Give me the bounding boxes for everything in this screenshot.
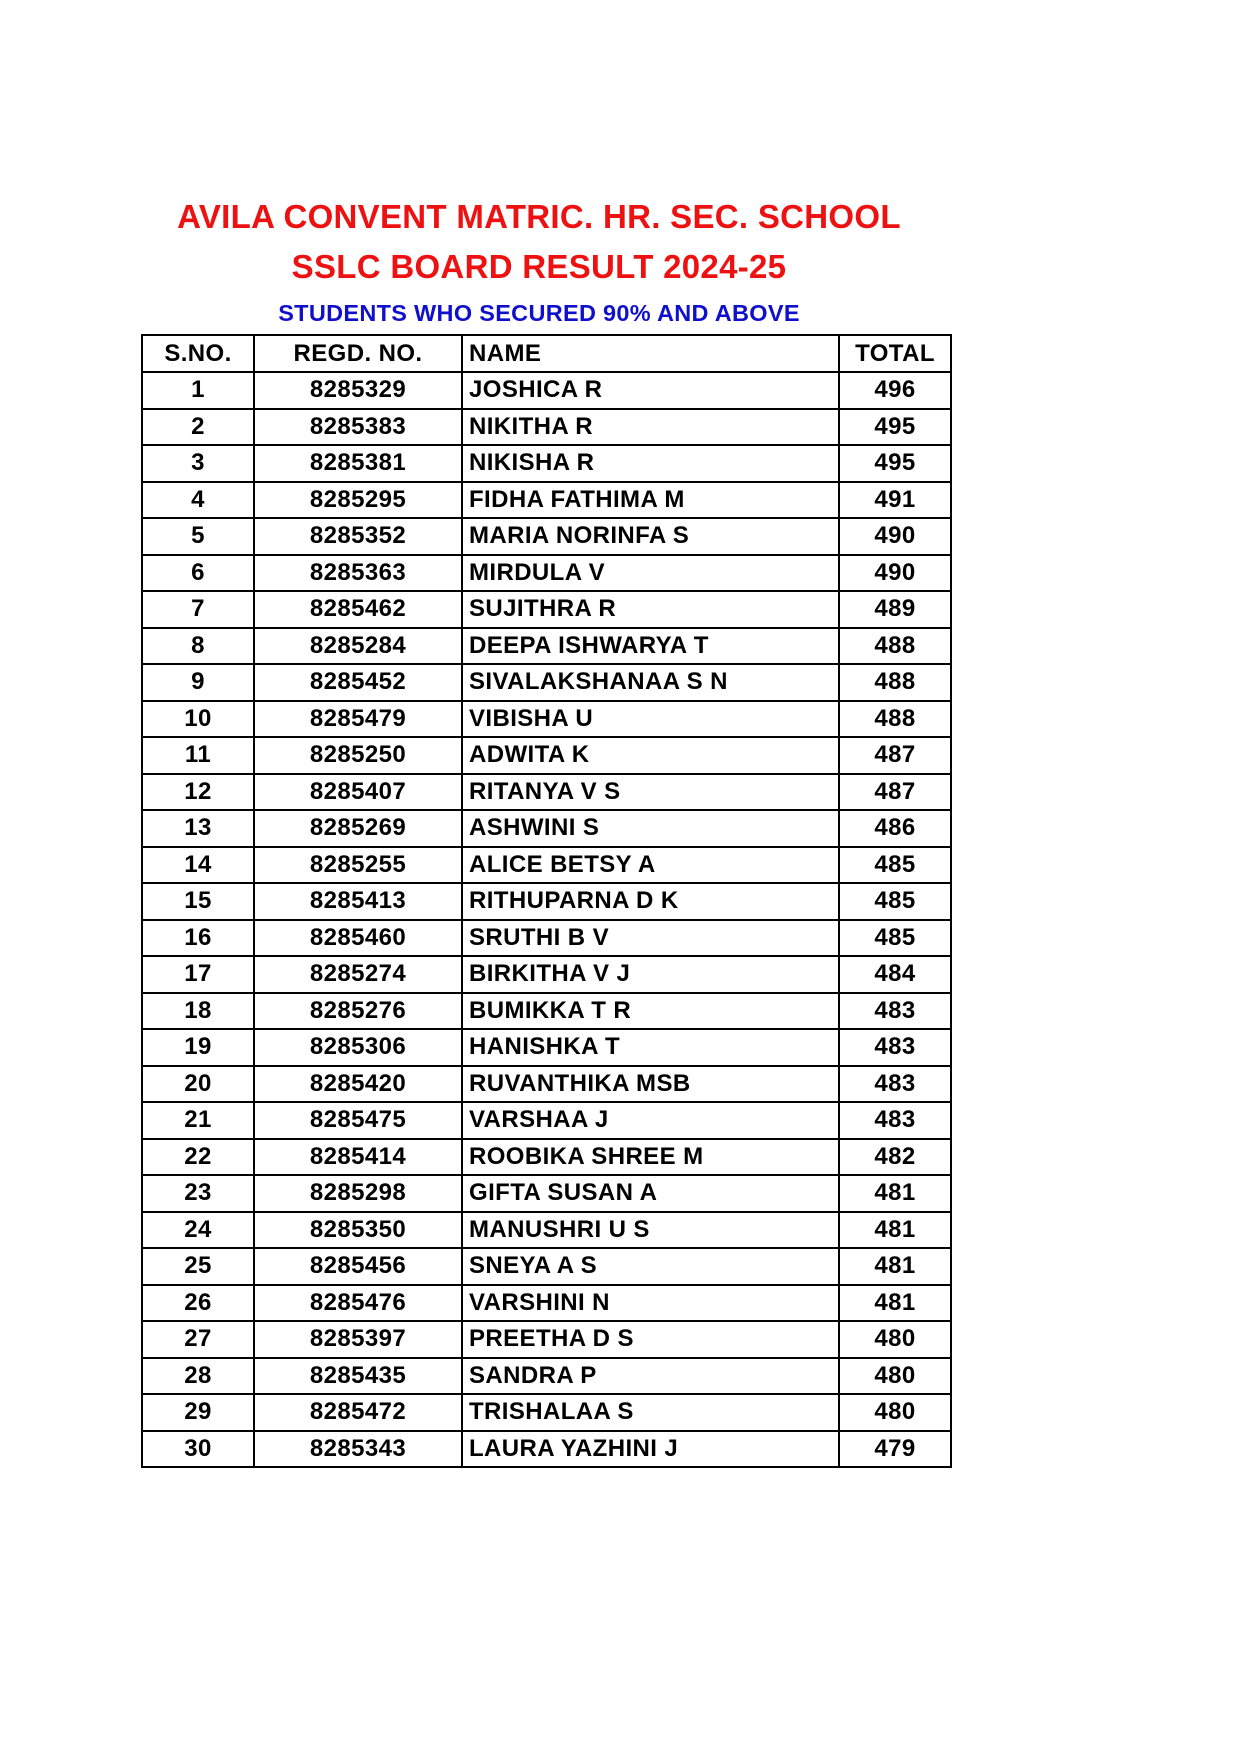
cell-name: HANISHKA T — [462, 1029, 839, 1066]
cell-sno: 1 — [142, 372, 254, 409]
cell-total: 479 — [839, 1431, 951, 1468]
cell-name: LAURA YAZHINI J — [462, 1431, 839, 1468]
cell-total: 490 — [839, 555, 951, 592]
table-row — [142, 920, 951, 957]
cell-sno: 18 — [142, 993, 254, 1030]
cell-name: BUMIKKA T R — [462, 993, 839, 1030]
cell-sno: 5 — [142, 518, 254, 555]
table-row — [142, 1248, 951, 1285]
cell-regd-no: 8285295 — [254, 482, 462, 519]
cell-name: BIRKITHA V J — [462, 956, 839, 993]
table-row — [142, 1358, 951, 1395]
cell-regd-no: 8285298 — [254, 1175, 462, 1212]
cell-name: MARIA NORINFA S — [462, 518, 839, 555]
table-row — [142, 883, 951, 920]
cell-name: ROOBIKA SHREE M — [462, 1139, 839, 1176]
cell-total: 483 — [839, 1102, 951, 1139]
table-row — [142, 482, 951, 519]
cell-sno: 21 — [142, 1102, 254, 1139]
cell-total: 485 — [839, 883, 951, 920]
table-row — [142, 445, 951, 482]
table-row — [142, 956, 951, 993]
cell-regd-no: 8285397 — [254, 1321, 462, 1358]
table-row — [142, 1066, 951, 1103]
header-regd-no: REGD. NO. — [254, 335, 462, 372]
cell-total: 489 — [839, 591, 951, 628]
cell-total: 481 — [839, 1285, 951, 1322]
table-row — [142, 409, 951, 446]
table-row — [142, 1139, 951, 1176]
cell-sno: 14 — [142, 847, 254, 884]
cell-regd-no: 8285250 — [254, 737, 462, 774]
table-row — [142, 664, 951, 701]
cell-total: 490 — [839, 518, 951, 555]
cell-sno: 11 — [142, 737, 254, 774]
cell-regd-no: 8285274 — [254, 956, 462, 993]
cell-name: JOSHICA R — [462, 372, 839, 409]
cell-total: 488 — [839, 628, 951, 665]
cell-total: 480 — [839, 1321, 951, 1358]
cell-sno: 10 — [142, 701, 254, 738]
table-row — [142, 810, 951, 847]
cell-regd-no: 8285363 — [254, 555, 462, 592]
cell-total: 491 — [839, 482, 951, 519]
cell-total: 487 — [839, 737, 951, 774]
cell-name: FIDHA FATHIMA M — [462, 482, 839, 519]
cell-name: MIRDULA V — [462, 555, 839, 592]
cell-regd-no: 8285472 — [254, 1394, 462, 1431]
cell-total: 483 — [839, 993, 951, 1030]
cell-name: NIKITHA R — [462, 409, 839, 446]
cell-regd-no: 8285456 — [254, 1248, 462, 1285]
cell-name: SANDRA P — [462, 1358, 839, 1395]
cell-total: 486 — [839, 810, 951, 847]
cell-sno: 30 — [142, 1431, 254, 1468]
cell-regd-no: 8285476 — [254, 1285, 462, 1322]
school-name: AVILA CONVENT MATRIC. HR. SEC. SCHOOL — [177, 198, 901, 235]
cell-total: 487 — [839, 774, 951, 811]
results-table — [141, 334, 952, 1468]
cell-total: 496 — [839, 372, 951, 409]
cell-name: NIKISHA R — [462, 445, 839, 482]
cell-regd-no: 8285306 — [254, 1029, 462, 1066]
cell-name: VARSHAA J — [462, 1102, 839, 1139]
cell-sno: 24 — [142, 1212, 254, 1249]
cell-sno: 28 — [142, 1358, 254, 1395]
table-row — [142, 628, 951, 665]
cell-total: 482 — [839, 1139, 951, 1176]
cell-total: 480 — [839, 1394, 951, 1431]
cell-total: 481 — [839, 1175, 951, 1212]
table-row — [142, 1321, 951, 1358]
cell-total: 495 — [839, 409, 951, 446]
cell-name: ADWITA K — [462, 737, 839, 774]
header-row — [142, 335, 951, 372]
cell-regd-no: 8285350 — [254, 1212, 462, 1249]
cell-sno: 3 — [142, 445, 254, 482]
table-row — [142, 774, 951, 811]
cell-name: ALICE BETSY A — [462, 847, 839, 884]
cell-name: RITANYA V S — [462, 774, 839, 811]
cell-name: RITHUPARNA D K — [462, 883, 839, 920]
cell-name: ASHWINI S — [462, 810, 839, 847]
table-row — [142, 1431, 951, 1468]
cell-sno: 4 — [142, 482, 254, 519]
cell-regd-no: 8285352 — [254, 518, 462, 555]
cell-sno: 22 — [142, 1139, 254, 1176]
cell-name: SRUTHI B V — [462, 920, 839, 957]
cell-total: 495 — [839, 445, 951, 482]
cell-regd-no: 8285435 — [254, 1358, 462, 1395]
cell-total: 483 — [839, 1029, 951, 1066]
cell-total: 481 — [839, 1212, 951, 1249]
cell-name: GIFTA SUSAN A — [462, 1175, 839, 1212]
cell-total: 485 — [839, 920, 951, 957]
header-name: NAME — [462, 335, 839, 372]
table-row — [142, 1102, 951, 1139]
cell-name: SNEYA A S — [462, 1248, 839, 1285]
cell-total: 480 — [839, 1358, 951, 1395]
cell-sno: 7 — [142, 591, 254, 628]
table-row — [142, 1394, 951, 1431]
cell-sno: 2 — [142, 409, 254, 446]
cell-sno: 9 — [142, 664, 254, 701]
cell-regd-no: 8285255 — [254, 847, 462, 884]
cell-sno: 20 — [142, 1066, 254, 1103]
cell-regd-no: 8285329 — [254, 372, 462, 409]
cell-regd-no: 8285343 — [254, 1431, 462, 1468]
cell-regd-no: 8285452 — [254, 664, 462, 701]
cell-total: 485 — [839, 847, 951, 884]
cell-sno: 8 — [142, 628, 254, 665]
cell-sno: 23 — [142, 1175, 254, 1212]
cell-total: 488 — [839, 701, 951, 738]
cell-name: VIBISHA U — [462, 701, 839, 738]
cell-regd-no: 8285407 — [254, 774, 462, 811]
cell-regd-no: 8285414 — [254, 1139, 462, 1176]
cell-name: RUVANTHIKA MSB — [462, 1066, 839, 1103]
cell-name: SIVALAKSHANAA S N — [462, 664, 839, 701]
header-total: TOTAL — [839, 335, 951, 372]
cell-sno: 15 — [142, 883, 254, 920]
cell-sno: 26 — [142, 1285, 254, 1322]
cell-sno: 6 — [142, 555, 254, 592]
table-row — [142, 701, 951, 738]
cell-regd-no: 8285460 — [254, 920, 462, 957]
cell-regd-no: 8285420 — [254, 1066, 462, 1103]
result-title: SSLC BOARD RESULT 2024-25 — [291, 248, 787, 285]
cell-total: 488 — [839, 664, 951, 701]
cell-total: 483 — [839, 1066, 951, 1103]
table-row — [142, 1285, 951, 1322]
cell-sno: 17 — [142, 956, 254, 993]
table-row — [142, 591, 951, 628]
cell-regd-no: 8285475 — [254, 1102, 462, 1139]
cell-name: MANUSHRI U S — [462, 1212, 839, 1249]
cell-total: 484 — [839, 956, 951, 993]
cell-regd-no: 8285383 — [254, 409, 462, 446]
cell-sno: 25 — [142, 1248, 254, 1285]
cell-regd-no: 8285381 — [254, 445, 462, 482]
cell-regd-no: 8285413 — [254, 883, 462, 920]
cell-name: SUJITHRA R — [462, 591, 839, 628]
table-row — [142, 1029, 951, 1066]
cell-name: VARSHINI N — [462, 1285, 839, 1322]
table-row — [142, 518, 951, 555]
results-body — [142, 372, 951, 1467]
cell-sno: 19 — [142, 1029, 254, 1066]
table-row — [142, 1175, 951, 1212]
cell-sno: 13 — [142, 810, 254, 847]
cell-name: PREETHA D S — [462, 1321, 839, 1358]
cell-regd-no: 8285269 — [254, 810, 462, 847]
cell-sno: 29 — [142, 1394, 254, 1431]
cell-name: TRISHALAA S — [462, 1394, 839, 1431]
table-row — [142, 372, 951, 409]
cell-regd-no: 8285284 — [254, 628, 462, 665]
header-sno: S.NO. — [142, 335, 254, 372]
subtitle: STUDENTS WHO SECURED 90% AND ABOVE — [278, 300, 800, 326]
cell-regd-no: 8285462 — [254, 591, 462, 628]
cell-regd-no: 8285479 — [254, 701, 462, 738]
table-row — [142, 555, 951, 592]
table-row — [142, 993, 951, 1030]
cell-regd-no: 8285276 — [254, 993, 462, 1030]
cell-sno: 27 — [142, 1321, 254, 1358]
cell-sno: 12 — [142, 774, 254, 811]
table-row — [142, 847, 951, 884]
cell-sno: 16 — [142, 920, 254, 957]
table-row — [142, 1212, 951, 1249]
table-row — [142, 737, 951, 774]
cell-total: 481 — [839, 1248, 951, 1285]
cell-name: DEEPA ISHWARYA T — [462, 628, 839, 665]
